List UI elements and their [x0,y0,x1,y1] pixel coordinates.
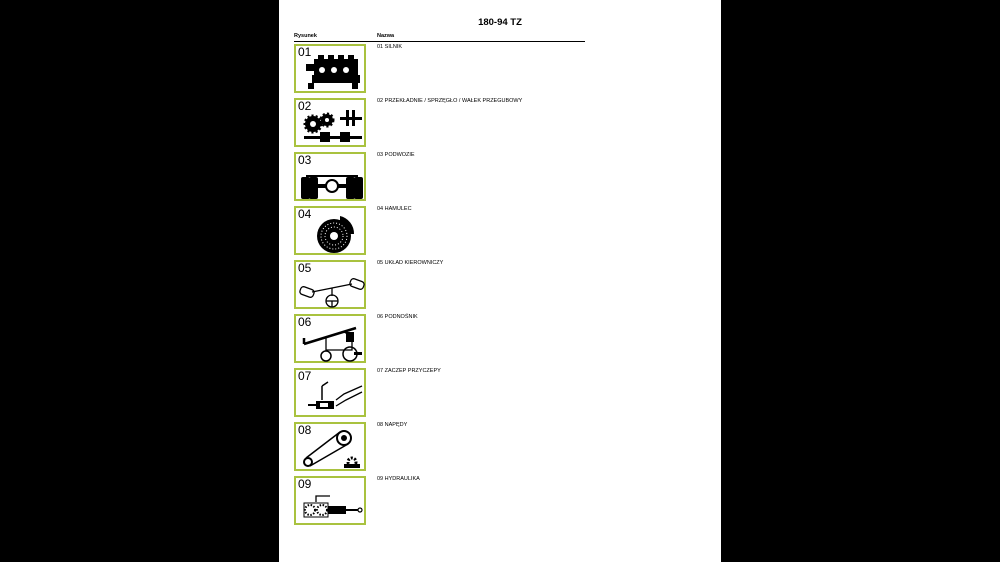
hydraulic-cylinder-icon [296,478,368,527]
gears-driveshaft-icon [296,100,368,149]
loader-lift-icon [296,316,368,365]
item-name-04: 04 HAMULEC [377,206,412,212]
engine-icon [296,46,368,95]
item-name-06: 06 PODNOŚNIK [377,314,418,320]
item-name-08: 08 NAPĘDY [377,422,408,428]
figure-number: 06 [298,315,312,329]
figure-number: 03 [298,153,312,167]
steering-wheel-icon [296,262,368,311]
figure-tile-04[interactable] [294,206,366,255]
figure-tile-09[interactable] [294,476,366,525]
figure-tile-02[interactable] [294,98,366,147]
figure-tile-07[interactable] [294,368,366,417]
header-divider [294,41,585,42]
figure-number: 02 [298,99,312,113]
figure-number: 01 [298,45,312,59]
trailer-hitch-icon [296,370,368,419]
figure-tile-06[interactable] [294,314,366,363]
item-name-01: 01 SILNIK [377,44,403,50]
column-header-figure: Rysunek [294,33,317,39]
item-name-07: 07 ZACZEP PRZYCZEPY [377,368,441,374]
axle-chassis-icon [296,154,368,203]
document-page [279,0,721,562]
figure-tile-05[interactable] [294,260,366,309]
figure-number: 07 [298,369,312,383]
item-name-03: 03 PODWOZIE [377,152,415,158]
item-name-05: 05 UKŁAD KIEROWNICZY [377,260,444,266]
figure-tile-03[interactable] [294,152,366,201]
figure-number: 08 [298,423,312,437]
figure-tile-08[interactable] [294,422,366,471]
document-title: 180-94 TZ [478,17,522,28]
figure-tile-01[interactable] [294,44,366,93]
column-header-name: Nazwa [377,33,395,39]
figure-number: 04 [298,207,312,221]
item-name-02: 02 PRZEKŁADNIE / SPRZĘGŁO / WAŁEK PRZEGUBOWY [377,98,523,104]
figure-number: 09 [298,477,312,491]
item-name-09: 09 HYDRAULIKA [377,476,420,482]
belt-drive-icon [296,424,368,473]
figure-number: 05 [298,261,312,275]
brake-disc-icon [296,208,368,257]
